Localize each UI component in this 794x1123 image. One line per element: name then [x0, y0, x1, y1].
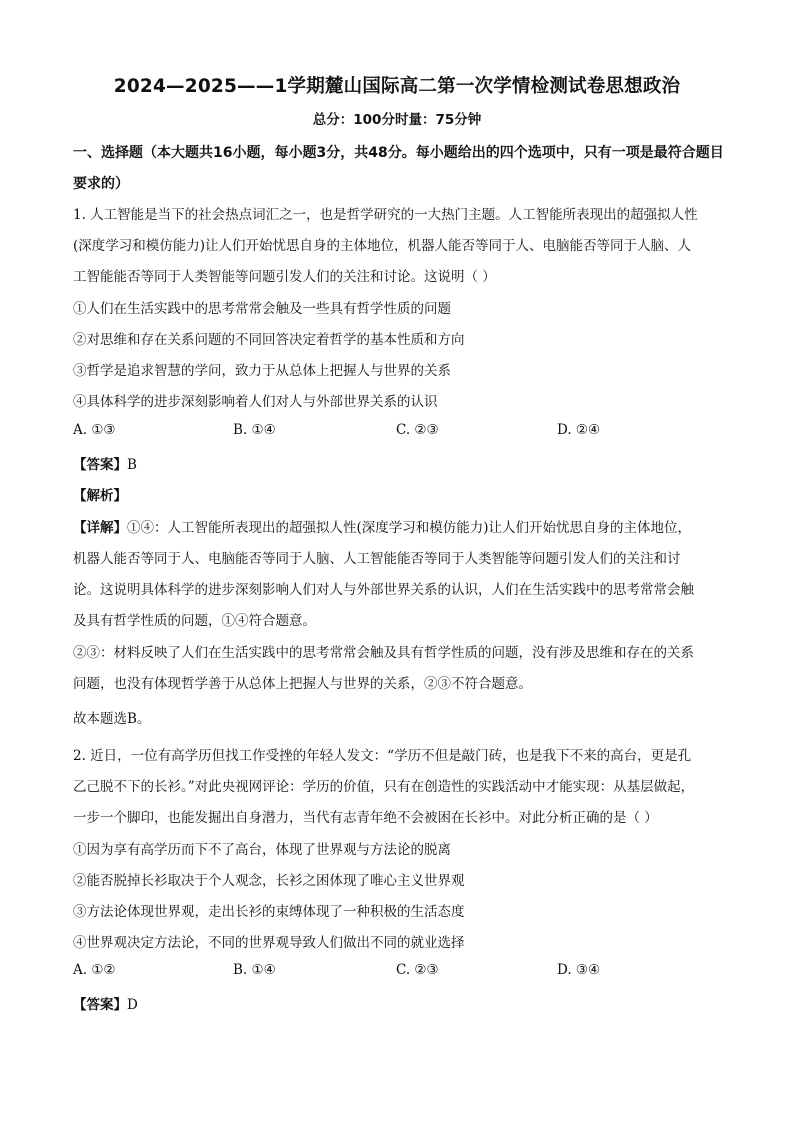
q1-stem-line: (深度学习和模仿能力)让人们开始忧思自身的主体地位，机器人能否等同于人、电脑能否等同于人脑、人 — [73, 238, 692, 254]
q1-option-a: A. ①③ — [73, 422, 116, 438]
detail-tag: 【详解】 — [73, 520, 127, 536]
exam-title: 2024—2025——1学期麓山国际高二第一次学情检测试卷思想政治 — [113, 76, 681, 97]
q2-stem-line: 一步一个脚印，也能发掘出自身潜力，当代有志青年绝不会被困在长衫中。对此分析正确的是（ ） — [73, 810, 658, 826]
exam-score-time: 总分：100分时量：75分钟 — [312, 112, 482, 128]
q2-option-c: C. ②③ — [396, 962, 439, 978]
q1-stem-line: 1. 人工智能是当下的社会热点词汇之一，也是哲学研究的一大热门主题。人工智能所表现出的超强拟人性 — [73, 207, 698, 223]
q1-statement: ②对思维和存在关系问题的不同回答决定着哲学的基本性质和方向 — [73, 332, 465, 348]
q2-statement: ②能否脱掉长衫取决于个人观念，长衫之困体现了唯心主义世界观 — [73, 873, 465, 889]
q1-conclusion: 故本题选B。 — [73, 711, 151, 727]
answer-tag: 【答案】 — [73, 457, 127, 473]
q1-answer — [73, 453, 137, 473]
q2-answer — [73, 993, 138, 1013]
detail-text: ①④：人工智能所表现出的超强拟人性(深度学习和模仿能力)让人们开始忧思自身的主体地位， — [127, 520, 692, 536]
q2-option-d: D. ③④ — [557, 962, 601, 978]
q2-stem-line: 2. 近日，一位有高学历但找工作受挫的年轻人发文：“学历不但是敲门砖，也是我下不来的高台，更是孔 — [73, 748, 692, 764]
q1-detail-line: 及具有哲学性质的问题，①④符合题意。 — [73, 613, 316, 629]
q1-detail-line — [73, 516, 691, 536]
q1-detail-line: 机器人能否等同于人、电脑能否等同于人脑、人工智能能否等同于人类智能等问题引发人们的关注和讨 — [73, 551, 681, 567]
answer-value: D — [127, 997, 138, 1013]
analysis-tag: 【解析】 — [73, 488, 127, 504]
q2-statement: ①因为享有高学历而下不了高台，体现了世界观与方法论的脱离 — [73, 842, 451, 858]
q1-option-d: D. ②④ — [557, 422, 601, 438]
q1-statement: ①人们在生活实践中的思考常常会触及一些具有哲学性质的问题 — [73, 301, 451, 317]
q1-analysis-heading — [73, 484, 127, 504]
q1-statement: ④具体科学的进步深刻影响着人们对人与外部世界关系的认识 — [73, 394, 438, 410]
q1-detail-line: ②③：材料反映了人们在生活实践中的思考常常会触及具有哲学性质的问题，没有涉及思维和存在的关系 — [73, 645, 694, 661]
answer-tag: 【答案】 — [73, 997, 127, 1013]
section-heading: 一、选择题（本大题共16小题，每小题3分，共48分。每小题给出的四个选项中，只有一项是最符合题目要求的） — [73, 145, 724, 192]
q1-option-b: B. ①④ — [233, 422, 276, 438]
q1-stem-line: 工智能能否等同于人类智能等问题引发人们的关注和讨论。这说明（ ） — [73, 269, 496, 285]
q2-statement: ④世界观决定方法论，不同的世界观导致人们做出不同的就业选择 — [73, 935, 465, 951]
q2-stem-line: 乙己脱不下的长衫。”对此央视网评论：学历的价值，只有在创造性的实践活动中才能实现：从基层做起， — [73, 779, 695, 795]
q1-detail-line: 论。这说明具体科学的进步深刻影响人们对人与外部世界关系的认识，人们在生活实践中的思考常常会触 — [73, 582, 694, 598]
q1-option-c: C. ②③ — [396, 422, 439, 438]
q2-option-a: A. ①② — [73, 962, 116, 978]
q2-option-b: B. ①④ — [233, 962, 276, 978]
q1-detail-line: 问题，也没有体现哲学善于从总体上把握人与世界的关系，②③不符合题意。 — [73, 676, 532, 692]
q1-statement: ③哲学是追求智慧的学问，致力于从总体上把握人与世界的关系 — [73, 363, 451, 379]
q2-statement: ③方法论体现世界观，走出长衫的束缚体现了一种积极的生活态度 — [73, 904, 465, 920]
answer-value: B — [127, 457, 137, 473]
